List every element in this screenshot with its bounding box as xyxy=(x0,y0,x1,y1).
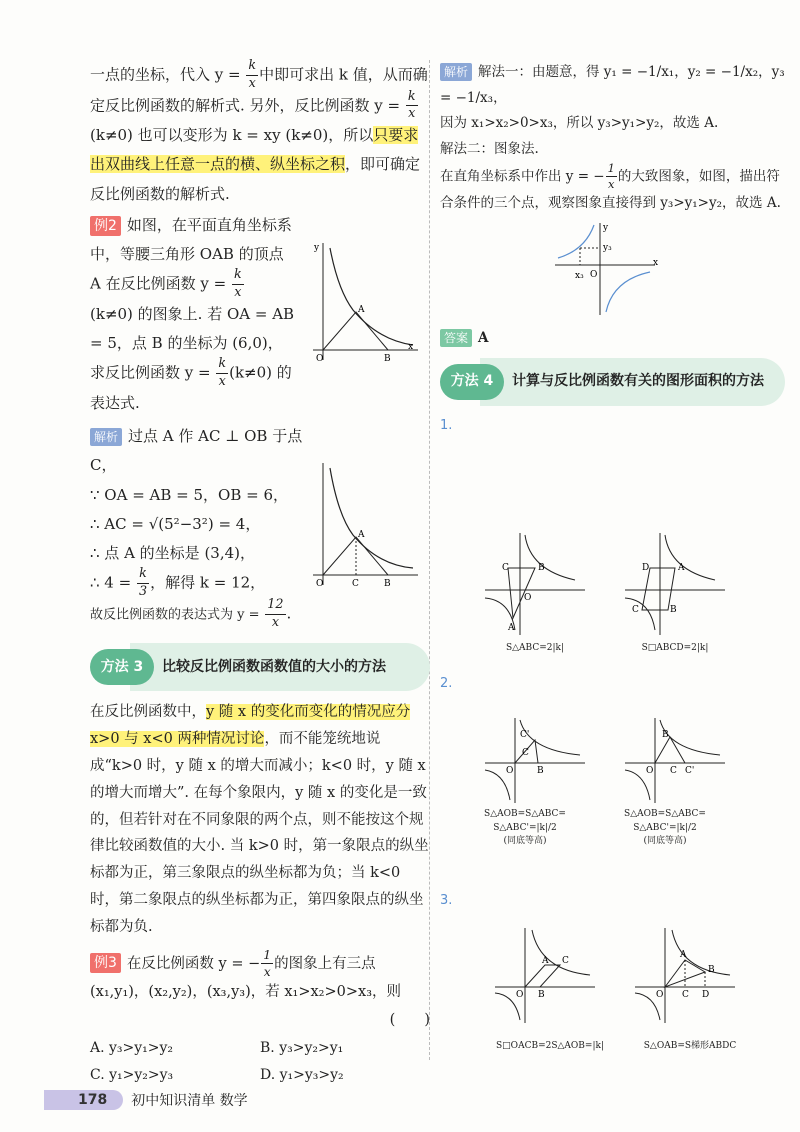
svg-text:y: y xyxy=(603,223,609,234)
choice-a: A. y₃>y₁>y₂ xyxy=(90,1039,174,1056)
method-3-banner: 方法 3 比较反比例函数函数值的大小的方法 xyxy=(90,643,430,693)
page-number: 178 xyxy=(44,1090,123,1110)
solution-2-figure xyxy=(308,460,420,590)
method-3-text: 在反比例函数中，y 随 x 的变化而变化的情况应分 x>0 与 x<0 两种情况讨论，而不能笼统地说成“k>0 时，y 随 x 的增大而减小；k<0 时，y 随 x 的增大而增大”. 在每个象限内，y 随 x 的变化是一致的，但若针对在不同象限的两个点，则不能按这个规律比较函数值的大小. 当 k>0 时，第一象限点的纵坐标都为正，第三象限点的纵坐标都为负；当 k<0 时，第二象限点的纵坐标都为正，第四象限点的纵坐标都为负. xyxy=(90,704,429,935)
svg-text:O: O xyxy=(506,766,514,776)
item-number: 2. xyxy=(440,676,453,691)
intro-paragraph: 一点的坐标，代入 y = $\frac{k}{x}$ 中即可求出 k 值，从而确 定反比例函数的解析式. 另外，反比例函数 y = $\frac{k}{x}$ (k≠0) 也可以变形为 k = xy (k≠0)，所以只要求出双曲线上任意一点的横、纵坐标之积，即可确定反比例函数的解析式. xyxy=(90,58,428,203)
svg-text:O: O xyxy=(656,990,664,1000)
svg-text:C: C xyxy=(670,766,677,776)
caption-6: S△OAB=S梯形ABDC xyxy=(643,1041,737,1051)
area-figure-3 xyxy=(480,715,590,805)
svg-text:B: B xyxy=(384,579,391,589)
svg-text:A: A xyxy=(542,956,549,966)
solution-tag: 解析 xyxy=(90,428,122,446)
svg-text:O: O xyxy=(646,766,654,776)
svg-text:y₃: y₃ xyxy=(603,243,612,254)
svg-text:C: C xyxy=(562,956,569,966)
choice-b: B. y₃>y₂>y₁ xyxy=(260,1039,344,1056)
subject: 数学 xyxy=(219,1093,248,1109)
svg-text:B: B xyxy=(708,965,715,975)
svg-text:B: B xyxy=(538,563,545,573)
solution-3-figure xyxy=(550,220,660,320)
svg-text:x₃: x₃ xyxy=(575,271,584,282)
area-figure-4 xyxy=(620,715,730,805)
svg-text:A: A xyxy=(680,950,687,960)
svg-text:B: B xyxy=(537,766,544,776)
choice-c: C. y₁>y₂>y₃ xyxy=(90,1067,174,1084)
svg-text:C: C xyxy=(522,748,529,758)
svg-text:O: O xyxy=(316,354,324,364)
svg-text:C': C' xyxy=(520,730,530,740)
svg-text:O: O xyxy=(316,579,324,589)
caption-3: S△AOB=S△ABC= S△ABC'=|k|/2 (同底等高) xyxy=(484,809,566,846)
choices xyxy=(90,1035,430,1090)
item-number: 3. xyxy=(440,893,453,908)
svg-text:O: O xyxy=(516,990,524,1000)
example-tag: 例2 xyxy=(90,216,121,236)
caption-2: S□ABCD=2|k| xyxy=(641,643,709,653)
svg-text:B: B xyxy=(670,605,677,615)
svg-text:C: C xyxy=(502,563,509,573)
svg-text:B: B xyxy=(538,990,545,1000)
svg-text:y: y xyxy=(314,243,320,253)
caption-1: S△ABC=2|k| xyxy=(505,643,565,653)
svg-text:C': C' xyxy=(685,766,695,776)
svg-text:C: C xyxy=(632,605,639,615)
svg-text:B: B xyxy=(384,354,391,364)
caption-4: S△AOB=S△ABC= S△ABC'=|k|/2 (同底等高) xyxy=(624,809,706,846)
solution-3: 解析 解法一：由题意，得 y₁ = −1/x₁，y₂ = −1/x₂，y₃ = −1/x₃， 因为 x₁>x₂>0>x₃，所以 y₃>y₁>y₂，故选 A. 解法二：图象法. 在直角坐标系中作出 y = − $\frac{1}{x}$ 的大致图象，如图，描出符合条件的三个点，观察图象直接得到 y₃>y₁>y₂，故选 A. xyxy=(440,64,785,211)
caption-5: S□OACB=2S△AOB=|k| xyxy=(496,1041,604,1051)
example-2-figure xyxy=(308,240,420,365)
svg-text:x: x xyxy=(408,342,414,352)
highlight: 只要求出双曲线上任意一点的横、纵坐标之积 xyxy=(90,126,419,174)
area-figure-1 xyxy=(480,530,590,640)
svg-text:A: A xyxy=(358,530,365,540)
svg-text:A: A xyxy=(678,563,685,573)
right-column xyxy=(440,60,785,438)
area-figure-5 xyxy=(490,925,600,1025)
method-4-banner: 方法 4 计算与反比例函数有关的图形面积的方法 xyxy=(440,358,785,408)
solution-2: 解析 过点 A 作 AC ⊥ OB 于点 C， ∵ OA = AB = 5，OB = 6， ∴ AC = √(5²−3²) = 4， ∴ 点 A 的坐标是 (3,4)， ∴ 4 = $\frac{k}{3}$ ，解得 k = 12， 故反比例函数的表达式为 y = $\frac{12}{x}$ . xyxy=(90,427,303,630)
area-figure-2 xyxy=(620,530,730,640)
example-2: 例2 如图，在平面直角坐标系中，等腰三角形 OAB 的顶点 A 在反比例函数 y = $\frac{k}{x}$ (k≠0) 的图象上. 若 OA = AB = 5，点 B 的坐标为 (6,0)，求反比例函数 y = $\frac{k}{x}$ (k≠0) 的表达式. xyxy=(90,215,295,412)
answer: 答案 A xyxy=(440,326,785,352)
book-title: 初中知识清单 xyxy=(131,1093,216,1109)
svg-text:A: A xyxy=(508,623,515,633)
svg-text:B: B xyxy=(662,730,669,740)
svg-text:x: x xyxy=(653,258,659,269)
svg-text:C: C xyxy=(352,579,359,589)
item-number: 1. xyxy=(440,417,453,433)
svg-text:D: D xyxy=(642,563,650,573)
svg-text:O: O xyxy=(590,270,598,281)
choice-d: D. y₁>y₃>y₂ xyxy=(260,1067,344,1084)
area-figure-6 xyxy=(630,925,740,1025)
svg-text:A: A xyxy=(358,305,365,315)
example-3: 例3 在反比例函数 y = − $\frac{1}{x}$ 的图象上有三点 (x₁,y₁)，(x₂,y₂)，(x₃,y₃)，若 x₁>x₂>0>x₃，则 ( ) A. y₃>y₁>y₂ B. y₃>y₂>y₁ C. y₁>y₂>y₃ D. y₁>y₃>y₂ xyxy=(90,949,430,1090)
svg-text:D: D xyxy=(702,990,710,1000)
page-footer xyxy=(44,1090,248,1110)
svg-text:O: O xyxy=(524,593,532,603)
svg-text:C: C xyxy=(682,990,689,1000)
